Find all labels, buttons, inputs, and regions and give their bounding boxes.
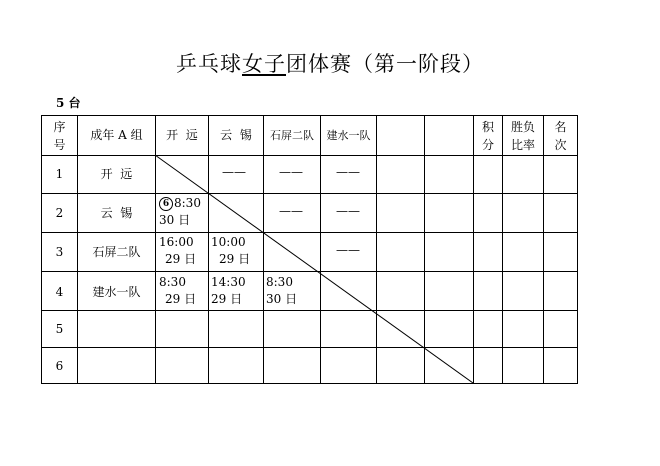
row-name-4: 建水一队 [92,285,141,299]
dash-r3c4: —— [336,243,360,257]
dash-r2c3: —— [279,204,303,218]
header-rank: 名 次 [554,120,567,152]
schedule-r3c2: 10:00 29 日 [211,235,251,266]
table-label: 5 台 [56,96,81,110]
schedule-r4c1: 8:30 29 日 [159,275,197,306]
row-num-2: 2 [55,206,64,220]
dash-r1c4: —— [336,165,360,179]
dash-r1c3: —— [279,165,303,179]
dash-r1c2: —— [222,165,246,179]
schedule-r4c2: 14:30 29 日 [211,275,246,306]
schedule-r2c1: 6 8:30 30 日 [159,196,201,227]
row-name-3: 石屏二队 [92,245,141,259]
schedule-r3c1: 16:00 29 日 [159,235,197,266]
header-points: 积 分 [481,120,494,152]
header-team-2: 云 锡 [220,128,252,142]
row-num-1: 1 [55,167,64,181]
dash-r2c4: —— [336,204,360,218]
row-num-3: 3 [55,245,64,259]
document-title: 乒乓球女子团体赛（第一阶段） [176,52,484,76]
header-team-3: 石屏二队 [270,129,314,142]
header-team-4: 建水一队 [326,129,371,142]
header-group: 成年 A 组 [90,128,143,142]
match-number-badge: 6 [159,197,173,211]
header-ratio: 胜负 比率 [510,120,535,152]
header-seq: 序 号 [53,120,66,152]
row-name-2: 云 锡 [100,206,133,220]
schedule-r4c3: 8:30 30 日 [266,275,298,306]
row-num-4: 4 [55,285,64,299]
row-num-5: 5 [55,322,64,336]
diagonal-line [155,155,473,383]
row-num-6: 6 [55,359,64,373]
row-name-1: 开 远 [100,167,133,181]
header-team-1: 开 远 [166,128,198,142]
